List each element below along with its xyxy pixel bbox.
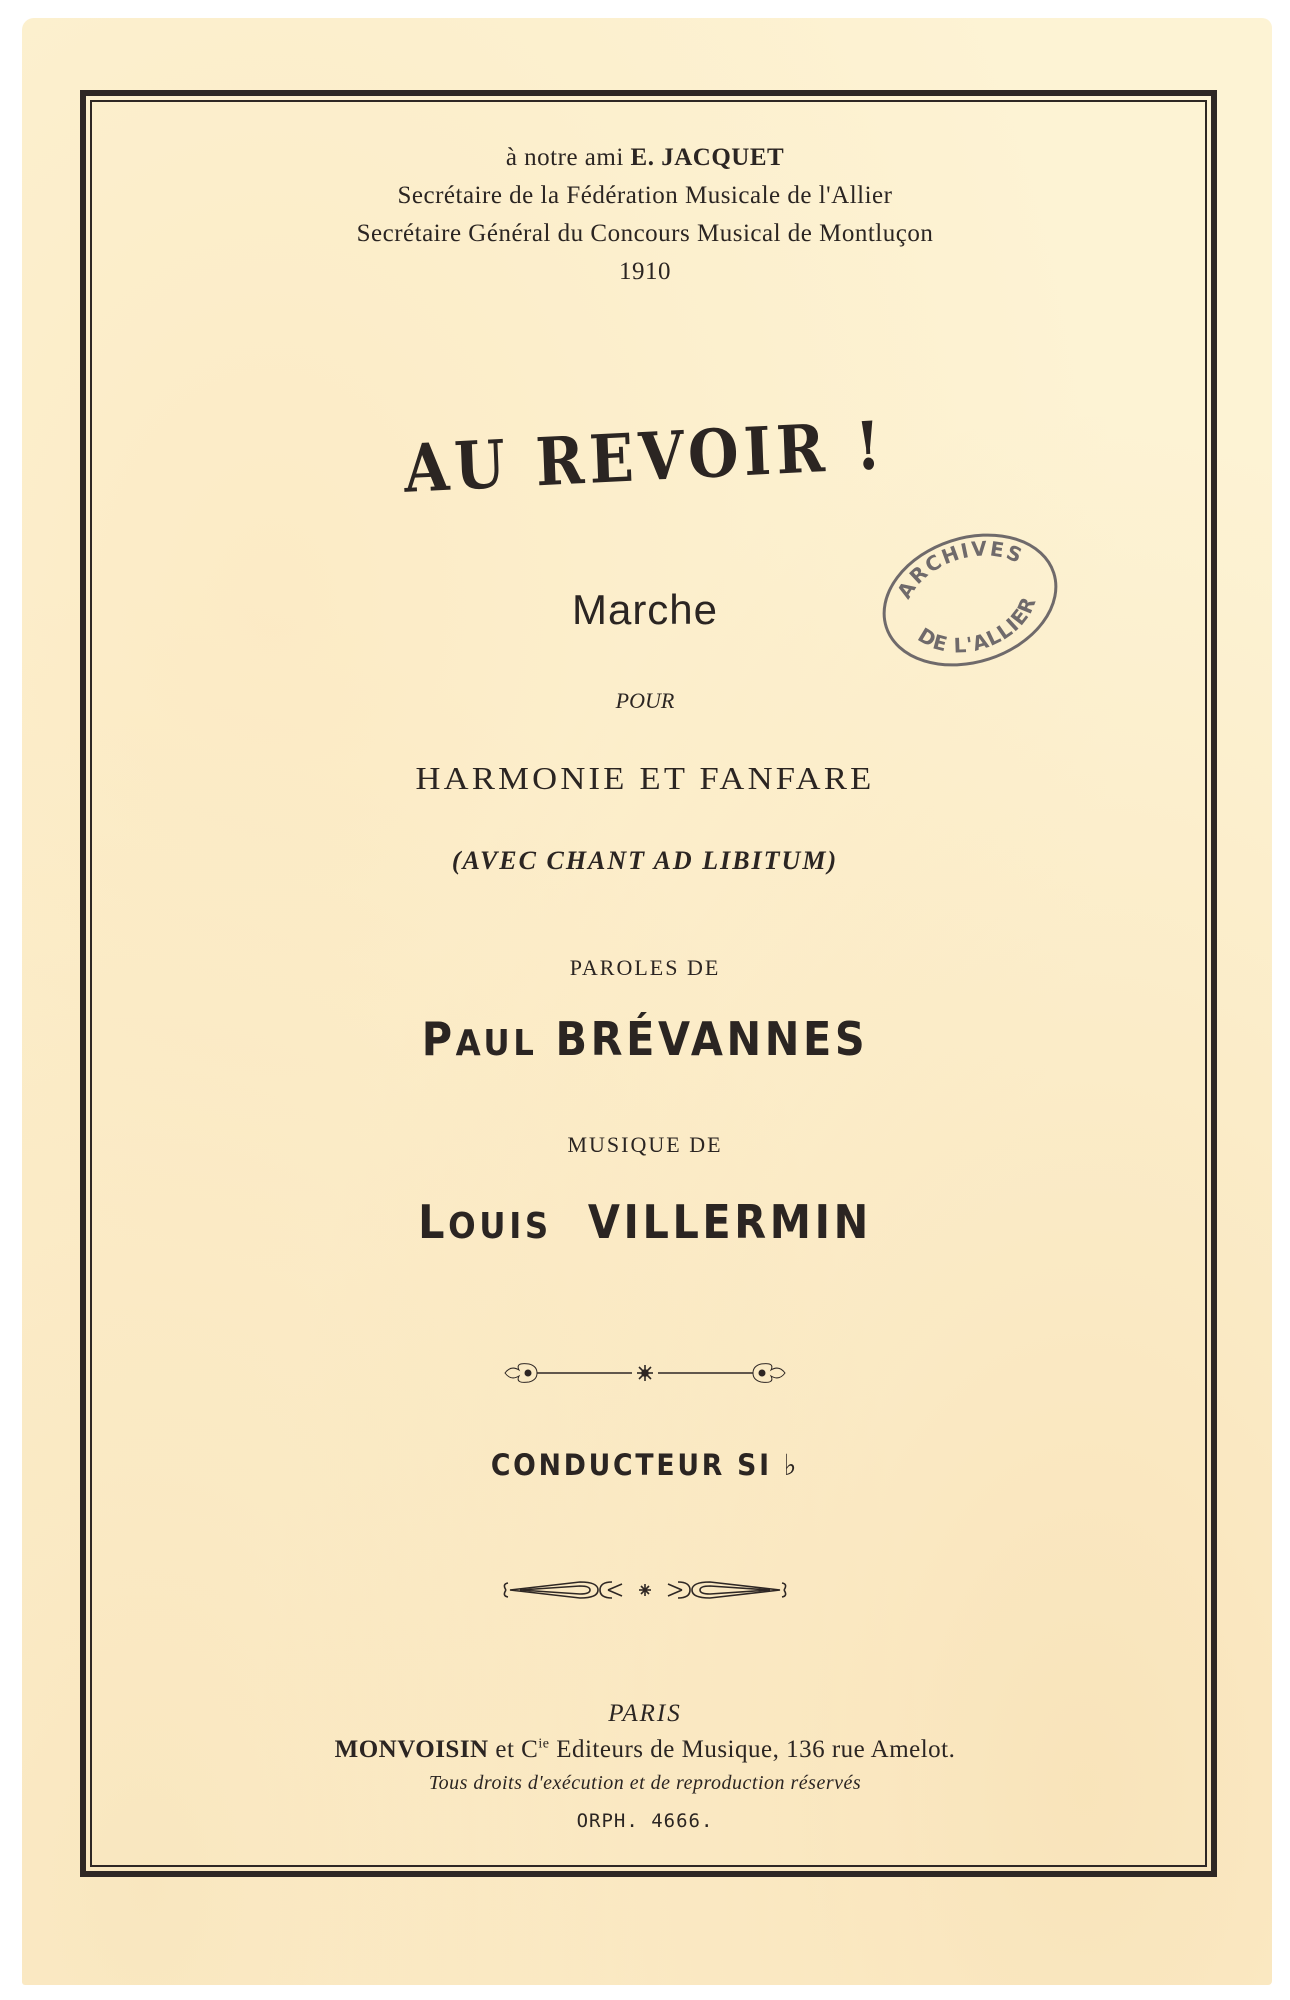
lyricist-name xyxy=(65,1012,1226,1066)
ornament-divider-2 xyxy=(0,1578,1290,1607)
lyricist-last: BRÉVANNES xyxy=(555,1012,869,1066)
composer-name xyxy=(65,1195,1226,1249)
composer-first-rest: OUIS xyxy=(448,1206,552,1247)
publisher-name: MONVOISIN xyxy=(334,1736,489,1763)
rights-notice: Tous droits d'exécution et de reproduction réservés xyxy=(428,1772,862,1794)
dedication-line-3: Secrétaire Général du Concours Musical de Montluçon xyxy=(356,220,934,247)
dedication-line-2: Secrétaire de la Fédération Musicale de l'Allier xyxy=(397,182,893,209)
fleuron-scroll-divider-icon xyxy=(500,1578,790,1602)
svg-text:ARCHIVES: ARCHIVES xyxy=(892,536,1028,603)
dedication-prefix: à notre ami xyxy=(505,144,624,171)
lyricist-first-rest: AUL xyxy=(455,1023,538,1064)
catalog-number: ORPH. 4666. xyxy=(576,1810,714,1832)
publisher-company: et C xyxy=(495,1736,539,1763)
composer-label: MUSIQUE DE xyxy=(567,1132,723,1157)
part-label: CONDUCTEUR SI ♭ xyxy=(490,1448,800,1482)
dedication-line-1 xyxy=(0,140,1290,176)
ensemble-label: HARMONIE ET FANFARE xyxy=(415,760,875,796)
dedicatee-name: E. JACQUET xyxy=(630,144,785,171)
lyricist-label: PAROLES DE xyxy=(569,955,721,980)
double-border-frame xyxy=(80,90,1217,1877)
page-title: AU REVOIR ! xyxy=(402,406,888,508)
lyricist-initial: P xyxy=(421,1012,456,1066)
publisher-line xyxy=(0,1736,1290,1764)
svg-text:DE L'ALLIER: DE L'ALLIER xyxy=(913,592,1041,658)
composer-initial: L xyxy=(418,1195,449,1249)
dedication-year: 1910 xyxy=(619,258,671,285)
ornament-divider-1 xyxy=(0,1358,1290,1393)
publisher-address: Editeurs de Musique, 136 rue Amelot. xyxy=(549,1736,956,1763)
chant-note: (AVEC CHANT AD LIBITUM) xyxy=(451,846,839,875)
fleuron-star-divider-icon xyxy=(500,1358,790,1388)
composer-last: VILLERMIN xyxy=(587,1195,872,1249)
pour-label: POUR xyxy=(615,688,675,713)
publisher-company-sup: ie xyxy=(538,1736,550,1752)
subtitle-marche: Marche xyxy=(571,586,719,633)
publisher-city: PARIS xyxy=(608,1700,682,1727)
